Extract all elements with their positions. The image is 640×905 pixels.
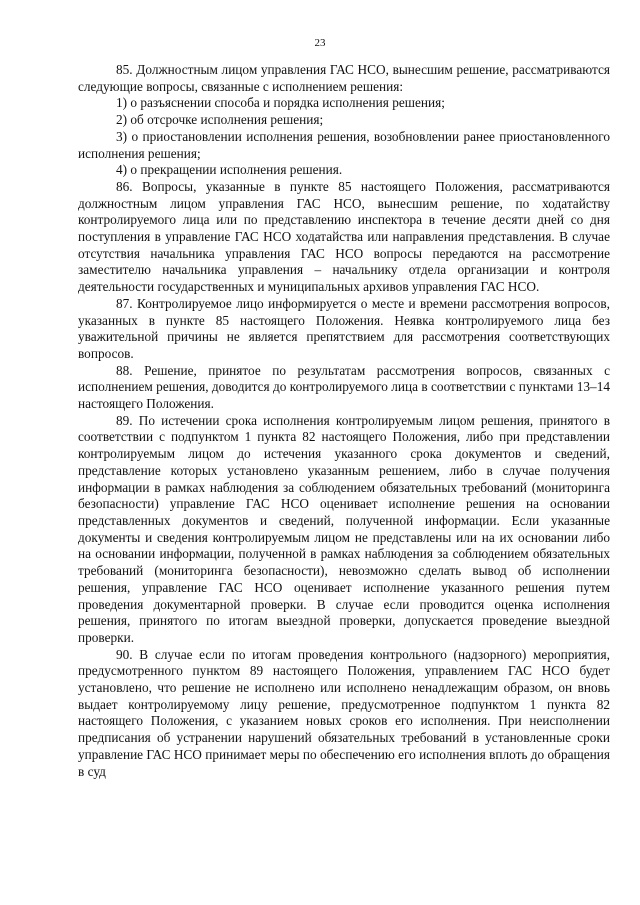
paragraph-87: 87. Контролируемое лицо информируется о месте и времени рассмотрения вопросов, указанных в пункте 85 настоящего Положения. Неявка контролируемого лица без уважительной причины не является препятствием для рассмотрения соответствующих вопросов. xyxy=(78,295,610,361)
list-item-85-2: 2) об отсрочке исполнения решения; xyxy=(116,112,324,128)
paragraph-88: 88. Решение, принятое по результатам рассмотрения вопросов, связанных с исполнением решения, доводится до контролируемого лица в соответствии с пунктами 13–14 настоящего Положения. xyxy=(78,362,610,412)
list-item-85-3: 3) о приостановлении исполнения решения, возобновлении ранее приостановленного исполнения решения; xyxy=(78,128,610,161)
paragraph-86: 86. Вопросы, указанные в пункте 85 настоящего Положения, рассматриваются должностным лицом управления ГАС НСО, вынесшим решение, по ходатайству контролируемого лица или по представлению инспектора в течение десяти дней со дня поступления в управление ГАС НСО ходатайства или направления представления. В случае отсутствия начальника управления ГАС НСО вопросы передаются на рассмотрение заместителю начальника управления – начальнику отдела организации и контроля деятельности государственных и муниципальных архивов управления ГАС НСО. xyxy=(78,178,610,295)
paragraph-85: 85. Должностным лицом управления ГАС НСО, вынесшим решение, рассматриваются следующие вопросы, связанные с исполнением решения: xyxy=(78,62,610,94)
document-body xyxy=(78,62,610,780)
list-item-85-4: 4) о прекращении исполнения решения. xyxy=(116,162,343,178)
paragraph-89: 89. По истечении срока исполнения контролируемым лицом решения, принятого в соответствии с подпунктом 1 пункта 82 настоящего Положения, либо при представлении контролируемым лицом до истечения указанного срока документов и сведений, представление которых установлено указанным решением, либо в случае получения информации в рамках наблюдения за соблюдением обязательных требований (мониторинга безопасности) управление ГАС НСО оценивает исполнение решения на основании представленных документов и сведений, полученной информации. Если указанные документы и сведения контролируемым лицом не представлены или на их основании либо на основании информации, полученной в рамках наблюдения за соблюдением обязательных требований (мониторинга безопасности), невозможно сделать вывод об исполнении решения, управление ГАС НСО оценивает исполнение указанного решения путем проведения документарной проверки. В случае если проводится оценка исполнения решения, принятого по итогам выездной проверки, допускается проведение выездной проверки. xyxy=(78,412,610,645)
list-item-85-1: 1) о разъяснении способа и порядка исполнения решения; xyxy=(116,95,445,111)
paragraph-90: 90. В случае если по итогам проведения контрольного (надзорного) мероприятия, предусмотренного пунктом 89 настоящего Положения, управлением ГАС НСО будет установлено, что решение не исполнено или исполнено ненадлежащим образом, он вновь выдает контролируемому лицу решение, предусмотренное подпунктом 1 пункта 82 настоящего Положения, с указанием новых сроков его исполнения. При неисполнении предписания об устранении нарушений обязательных требований в установленные сроки управление ГАС НСО принимает меры по обеспечению его исполнения вплоть до обращения в суд xyxy=(78,646,610,779)
page-number: 23 xyxy=(314,37,326,49)
